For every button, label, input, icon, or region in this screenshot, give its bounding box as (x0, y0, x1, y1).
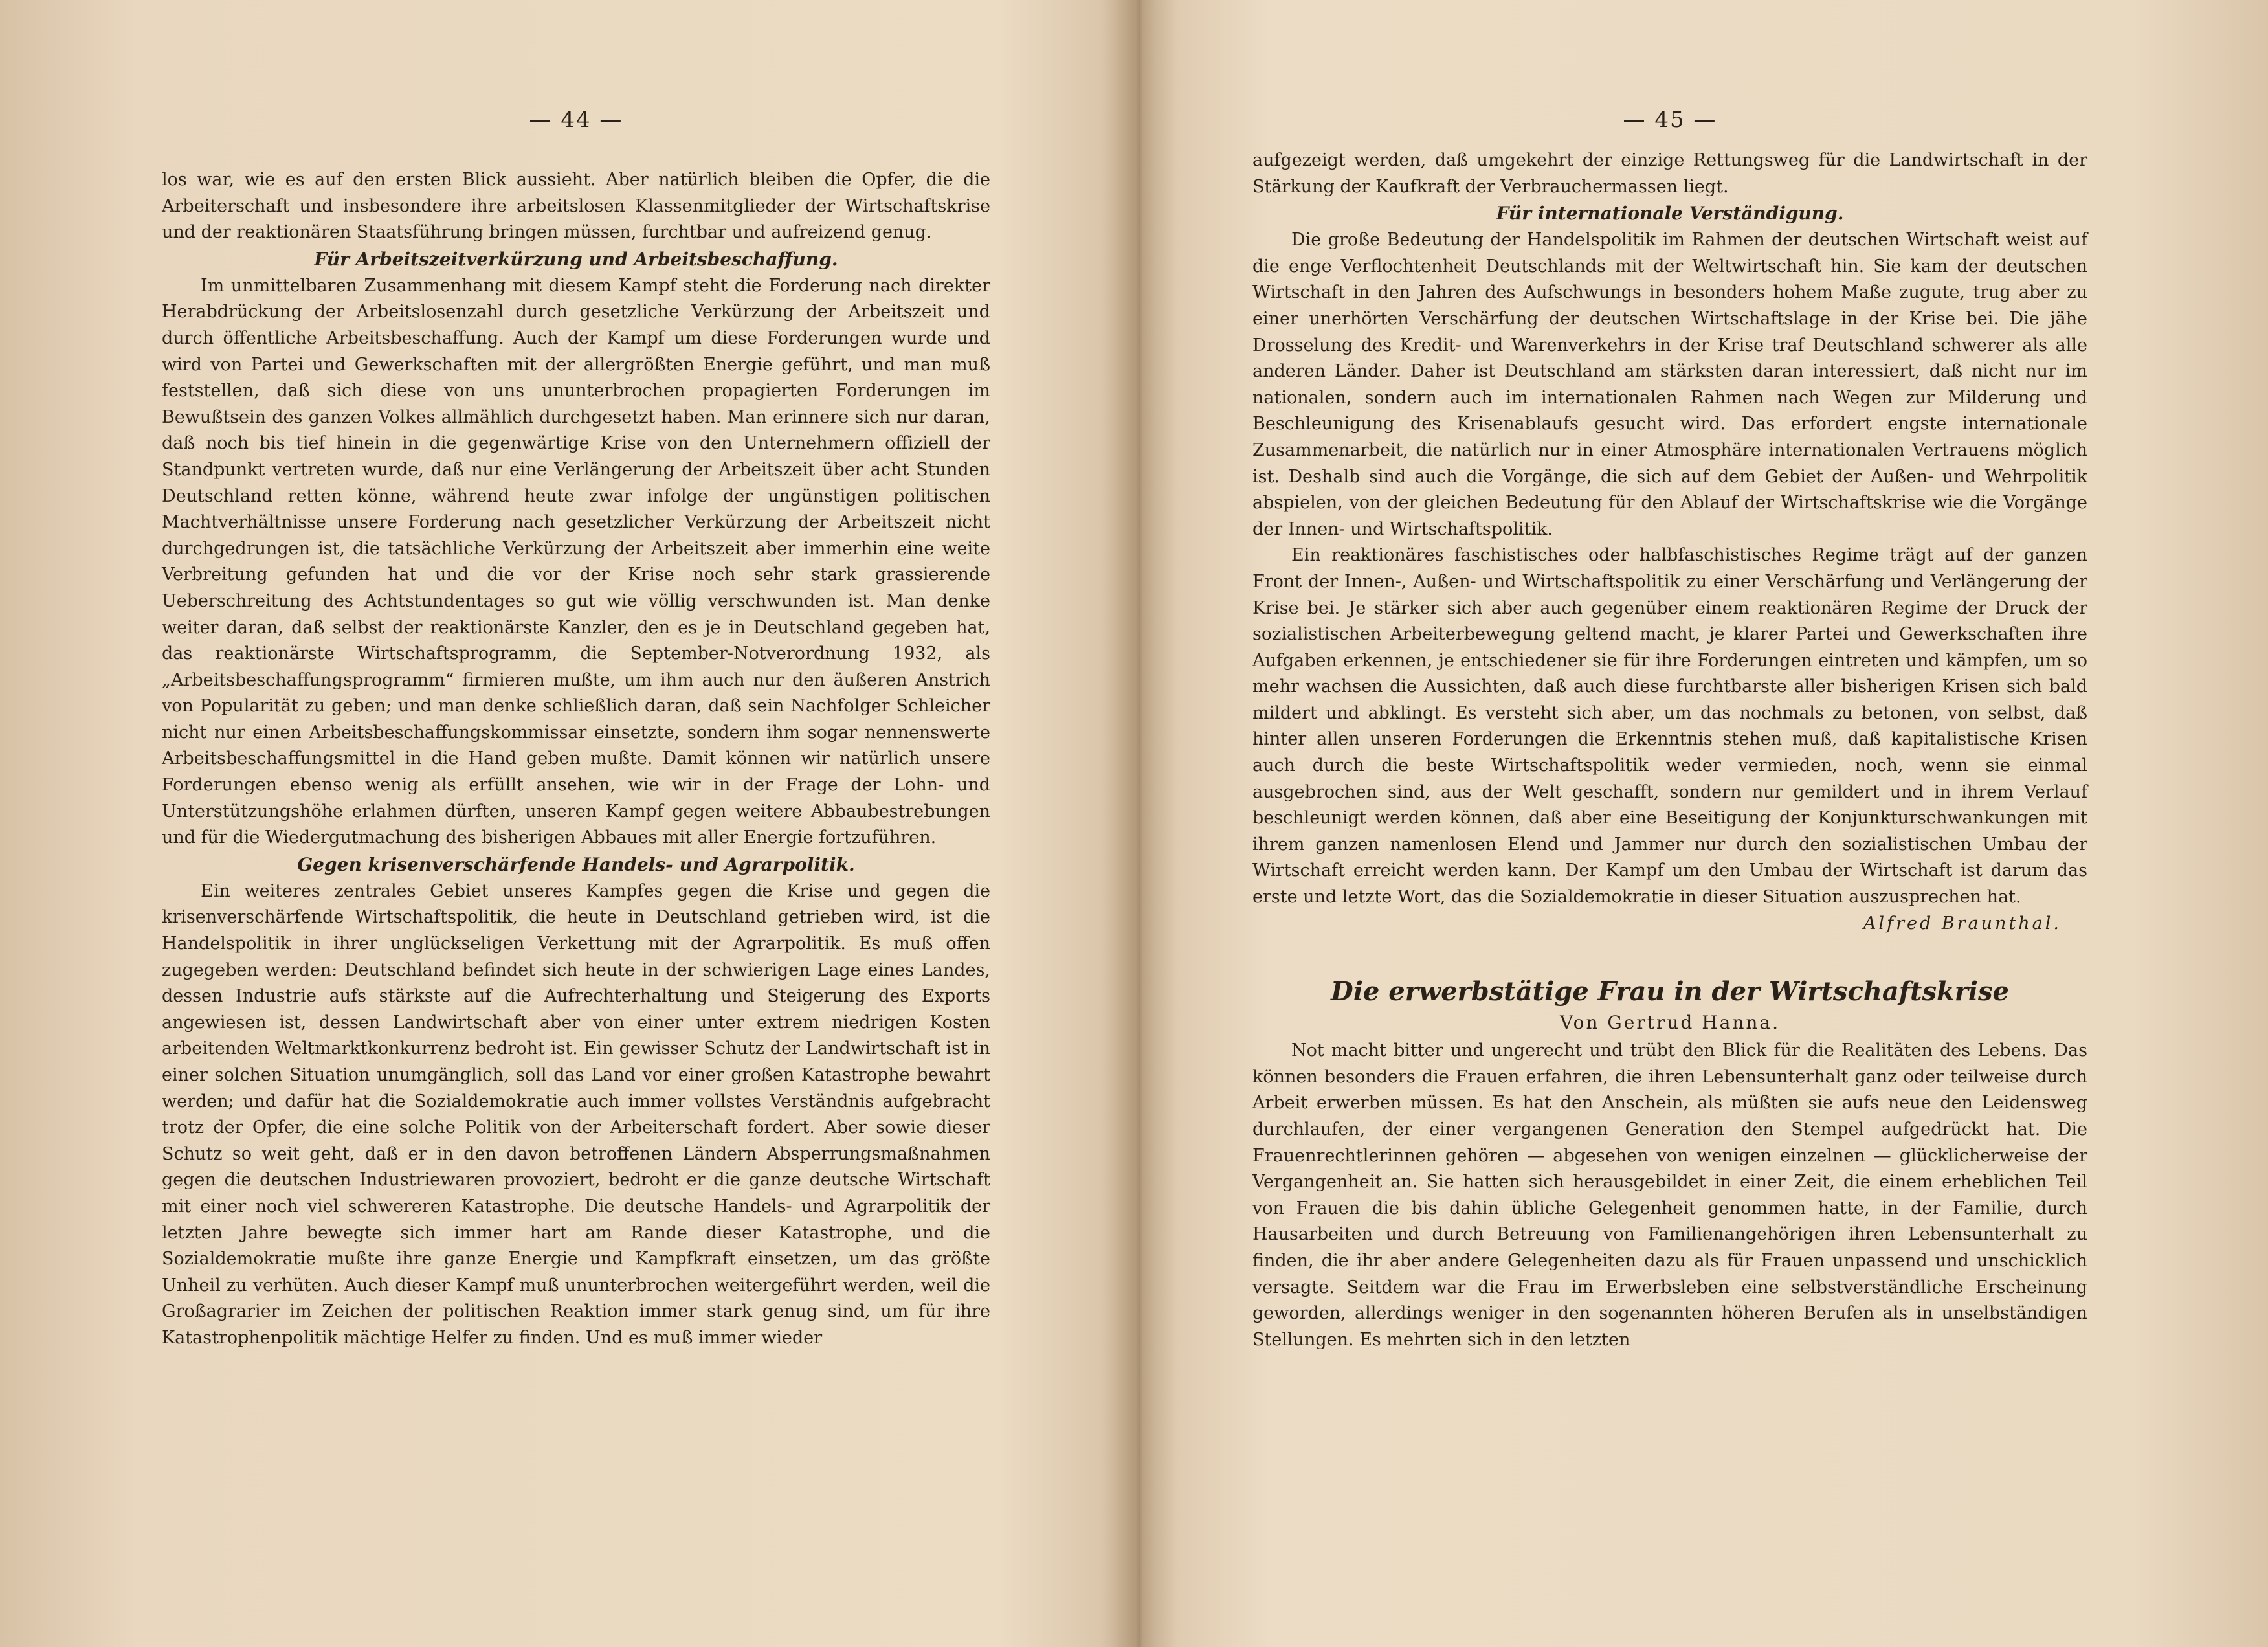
paragraph: aufgezeigt werden, daß umgekehrt der einzige Rettungsweg für die Landwirtschaft in der Stärkung der Kaufkraft der Verbrauchermassen liegt. (1252, 150, 2087, 197)
paragraph: Not macht bitter und ungerecht und trübt den Blick für die Realitäten des Lebens. Das können besonders die Frauen erfahren, die ihren Lebensunterhalt ganz oder teilweise durch Arbeit erwerben müssen. Es hat den Anschein, als müßten sie aufs neue den Leidensweg durchlaufen, der einer vergangenen Generation den Stempel aufgedrückt hat. Die Frauenrechtlerinnen gehören — abgesehen von wenigen einzelnen — glücklicherweise der Vergangenheit an. Sie hatten sich herausgebildet in einer Zeit, die einem erheblichen Teil von Frauen die bis dahin übliche Gelegenheit genommen hatte, in der Familie, durch Hausarbeiten und durch Betreuung von Familienangehörigen ihren Lebensunterhalt zu finden, die ihr aber andere Gelegenheiten dazu als für Frauen unpassend und unschicklich versagte. Seitdem war die Frau im Erwerbsleben eine selbstverständliche Erscheinung geworden, allerdings weniger in den sogenannten höheren Berufen als in unselbständigen Stellungen. Es mehrten sich in den letzten (1252, 1040, 2087, 1350)
article-title: Die erwerbstätige Frau in der Wirtschaftskrise (1331, 976, 2009, 1007)
article-byline: Von Gertrud Hanna. (1559, 1012, 1781, 1034)
author-signature: Alfred Braunthal. (1863, 913, 2062, 934)
paragraph: Im unmittelbaren Zusammenhang mit diesem Kampf steht die Forderung nach direkter Herabdrückung der Arbeitslosenzahl durch gesetzliche Verkürzung der Arbeitszeit und durch öffentliche Arbeitsbeschaffung. Auch der Kampf um diese Forderungen wurde und wird von Partei und Gewerkschaften mit der allergrößten Energie geführt, und man muß feststellen, daß sich diese von uns ununterbrochen propagierten Forderungen im Bewußtsein des ganzen Volkes allmählich durchgesetzt haben. Man erinnere sich nur daran, daß noch bis tief hinein in die gegenwärtige Krise von den Unternehmern offiziell der Standpunkt vertreten wurde, daß nur eine Verlängerung der Arbeitszeit über acht Stunden Deutschland retten könne, während heute zwar infolge der ungünstigen politischen Machtverhältnisse unsere Forderung nach gesetzlicher Verkürzung der Arbeitszeit nicht durchgedrungen ist, die tatsächliche Verkürzung der Arbeitszeit aber immerhin eine weite Verbreitung gefunden hat und die vor der Krise noch sehr stark grassierende Ueberschreitung des Achtstundentages so gut wie völlig verschwunden ist. Man denke weiter daran, daß selbst der reaktionärste Kanzler, den es je in Deutschland gegeben hat, das reaktionärste Wirtschaftsprogramm, die September-Notverordnung 1932, als „Arbeitsbeschaffungsprogramm“ firmieren mußte, um ihm auch nur den äußeren Anstrich von Popularität zu geben; und man denke schließlich daran, daß sein Nachfolger Schleicher nicht nur einen Arbeitsbeschaffungskommissar einsetzte, sondern ihm sogar nennenswerte Arbeitsbeschaffungsmittel in die Hand geben mußte. Damit können wir natürlich unsere Forderungen ebenso wenig als erfüllt ansehen, wie wir in der Frage der Lohn- und Unterstützungshöhe erlahmen dürften, unseren Kampf gegen weitere Abbaubestrebungen und für die Wiedergutmachung des bisherigen Abbaues mit aller Energie fortzuführen. (162, 275, 990, 848)
book-gutter (1100, 0, 1178, 1647)
section-heading: Für internationale Verständigung. (1496, 203, 1844, 225)
left-page (162, 0, 990, 1647)
left-page-text (162, 167, 990, 1352)
page-number-left: — 44 — (529, 107, 623, 133)
paragraph: Die große Bedeutung der Handelspolitik im Rahmen der deutschen Wirtschaft weist auf die enge Verflochtenheit Deutschlands mit der Weltwirtschaft hin. Sie kam der deutschen Wirtschaft in den Jahren des Aufschwungs in besonders hohem Maße zugute, trug aber zu einer unerhörten Verschärfung der deutschen Wirtschaftslage in der Krise bei. Die jähe Drosselung des Kredit- und Warenverkehrs in der Krise traf Deutschland schwerer als alle anderen Länder. Daher ist Deutschland am stärksten daran interessiert, daß nicht nur im nationalen, sondern auch im internationalen Rahmen nach Wegen zur Milderung und Beschleunigung des Krisenablaufs gesucht wird. Das erfordert engste internationale Zusammenarbeit, die natürlich nur in einer Atmosphäre internationalen Vertrauens möglich ist. Deshalb sind auch die Vorgänge, die sich auf dem Gebiet der Außen- und Wehrpolitik abspielen, von der gleichen Bedeutung für den Ablauf der Wirtschaftskrise wie die Vorgänge der Innen- und Wirtschaftspolitik. (1252, 230, 2087, 539)
paragraph: los war, wie es auf den ersten Blick aussieht. Aber natürlich bleiben die Opfer, die die Arbeiterschaft und insbesondere ihre arbeitslosen Klassenmitglieder der Wirtschaftskrise und der reaktionären Staatsführung bringen müssen, furchtbar und aufreizend genug. (162, 170, 990, 243)
paragraph: Ein reaktionäres faschistisches oder halbfaschistisches Regime trägt auf der ganzen Front der Innen-, Außen- und Wirtschaftspolitik zu einer Verschärfung und Verlängerung der Krise bei. Je stärker sich aber auch gegenüber einem reaktionären Regime der Druck der sozialistischen Arbeiterbewegung geltend macht, je klarer Partei und Gewerkschaften ihre Aufgaben erkennen, je entschiedener sie für ihre Forderungen eintreten und kämpfen, um so mehr wachsen die Aussichten, daß auch diese furchtbarste aller bisherigen Krisen sich bald mildert und abklingt. Es versteht sich aber, um das nochmals zu betonen, von selbst, daß hinter allen unseren Forderungen die Erkenntnis stehen muß, daß kapitalistische Krisen auch durch die beste Wirtschaftspolitik weder vermieden, noch, wenn sie einmal ausgebrochen sind, aus der Welt geschafft, sondern nur gemildert und in ihrem Verlauf beschleunigt werden können, daß aber eine Beseitigung der Konjunkturschwankungen mit ihrem ganzen namenlosen Elend und Jammer nur durch den sozialistischen Umbau der Wirtschaft erreicht werden kann. Der Kampf um den Umbau der Wirtschaft ist darum das erste und letzte Wort, das die Sozialdemokratie in dieser Situation auszusprechen hat. (1252, 545, 2087, 908)
page-number-right: — 45 — (1623, 107, 1717, 133)
paragraph: Ein weiteres zentrales Gebiet unseres Kampfes gegen die Krise und gegen die krisenverschärfende Wirtschaftspolitik, die heute in Deutschland getrieben wird, ist die Handelspolitik in ihrer unglückseligen Verkettung mit der Agrarpolitik. Es muß offen zugegeben werden: Deutschland befindet sich heute in der schwierigen Lage eines Landes, dessen Industrie aufs stärkste auf die Aufrechterhaltung und Steigerung des Exports angewiesen ist, dessen Landwirtschaft aber von einer unter extrem niedrigen Kosten arbeitenden Weltmarktkonkurrenz bedroht ist. Ein gewisser Schutz der Landwirtschaft ist in einer solchen Situation unumgänglich, soll das Land vor einer großen Katastrophe bewahrt werden; und dafür hat die Sozialdemokratie auch immer vollstes Verständnis aufgebracht trotz der Opfer, die eine solche Politik von der Arbeiterschaft fordert. Aber sowie dieser Schutz so weit geht, daß er in den davon betroffenen Ländern Absperrungsmaßnahmen gegen die deutschen Industriewaren provoziert, bedroht er die ganze deutsche Wirtschaft mit einer noch viel schwereren Katastrophe. Die deutsche Handels- und Agrarpolitik der letzten Jahre bewegte sich immer hart am Rande dieser Katastrophe, und die Sozialdemokratie mußte ihre ganze Energie und Kampfkraft einsetzen, um das größte Unheil zu verhüten. Auch dieser Kampf muß ununterbrochen weitergeführt werden, weil die Großagrarier im Zeichen der politischen Reaktion immer stark genug sind, um für ihre Katastrophenpolitik mächtige Helfer zu finden. Und es muß immer wieder (162, 880, 990, 1348)
section-heading: Für Arbeitszeitverkürzung und Arbeitsbeschaffung. (314, 248, 838, 270)
right-page (1252, 0, 2087, 1647)
right-page-text (1252, 148, 2087, 1353)
section-heading: Gegen krisenverschärfende Handels- und Agrarpolitik. (297, 853, 855, 875)
